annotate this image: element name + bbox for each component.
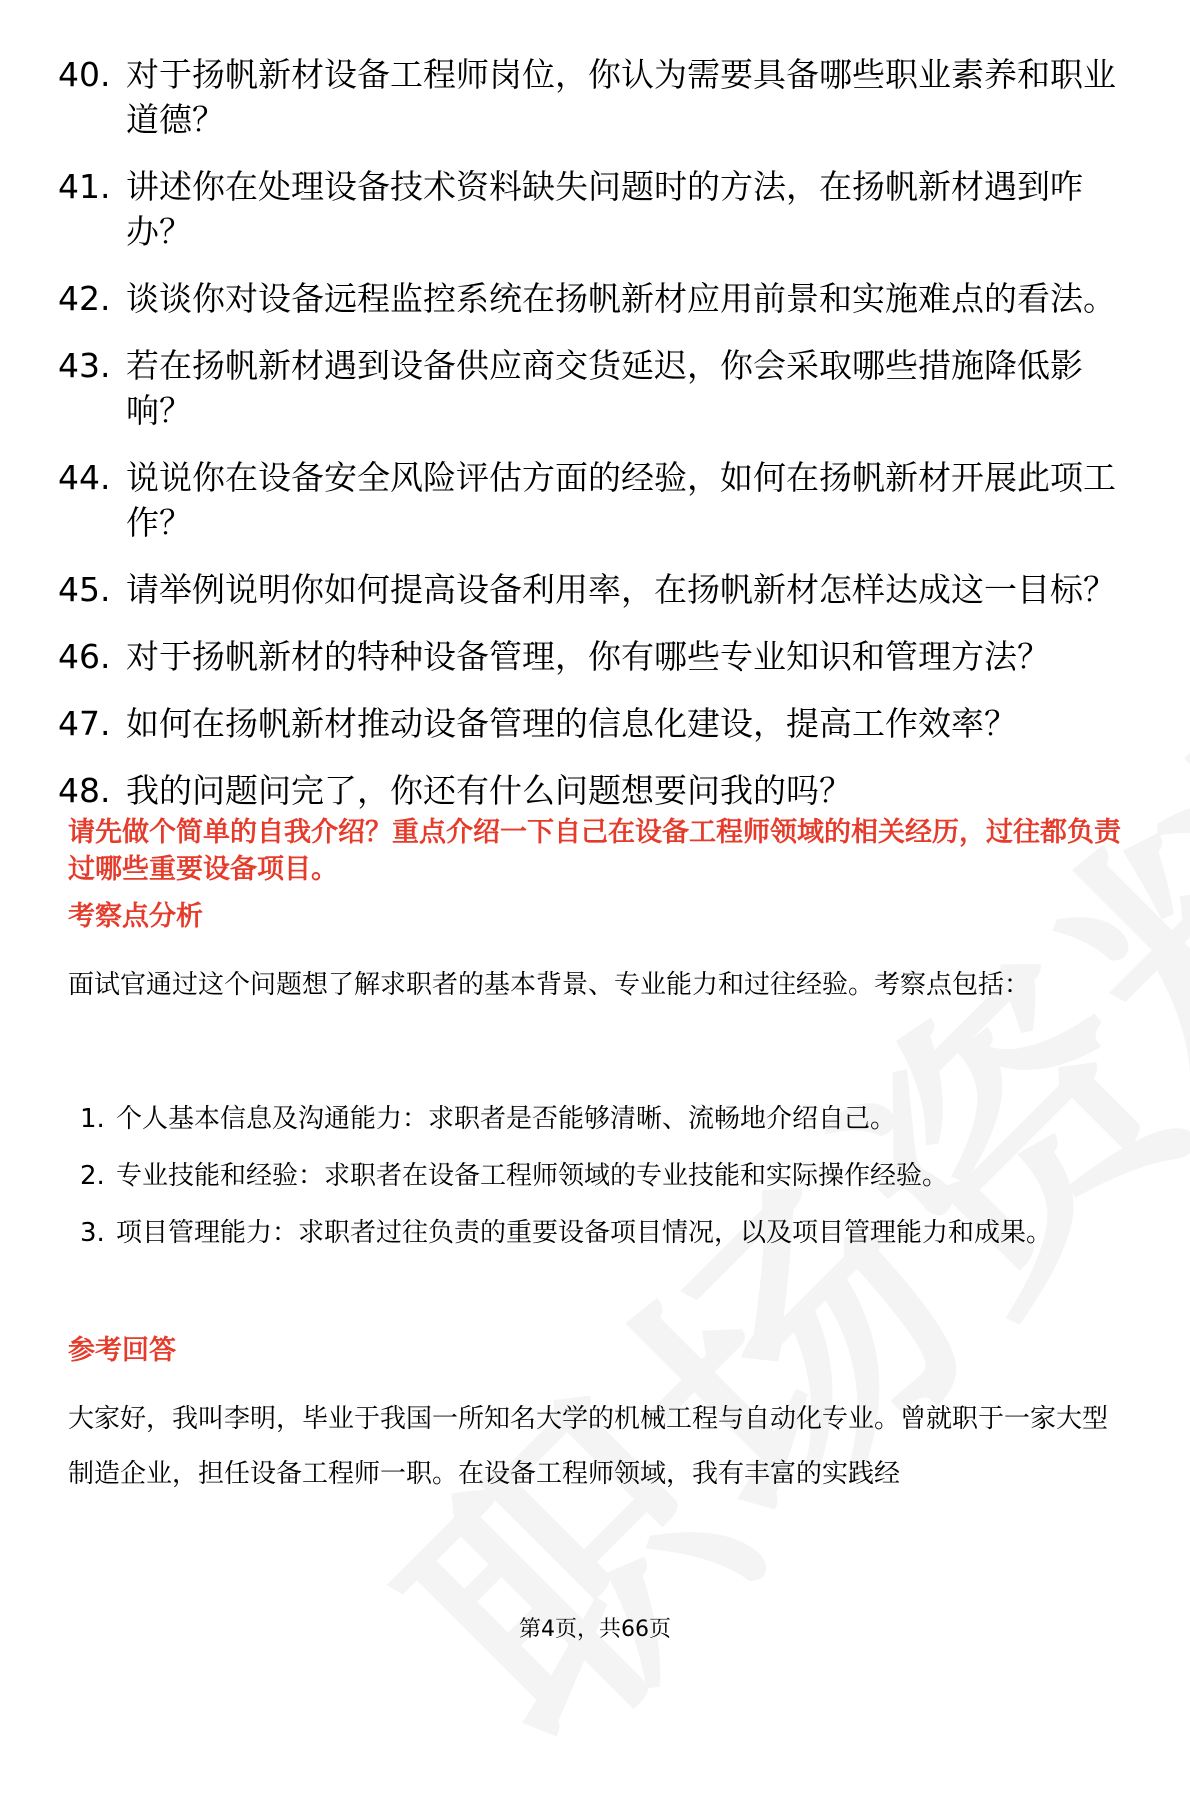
- analysis-title: 考察点分析: [68, 901, 203, 932]
- list-item-number: 1.: [80, 1104, 105, 1134]
- question-item: [58, 634, 1138, 679]
- question-item: [58, 52, 1138, 142]
- question-item: [58, 164, 1138, 254]
- question-item: [58, 567, 1138, 612]
- list-item-number: 2.: [80, 1161, 105, 1191]
- list-item-text: 专业技能和经验：求职者在设备工程师领域的专业技能和实际操作经验。: [116, 1161, 949, 1191]
- question-item: [58, 343, 1138, 433]
- question-number: 48.: [58, 771, 111, 810]
- question-text: 讲述你在处理设备技术资料缺失问题时的方法，在扬帆新材遇到咋办？: [126, 167, 1083, 251]
- list-item-number: 3.: [80, 1218, 105, 1248]
- question-list: [58, 52, 1138, 835]
- question-number: 47.: [58, 704, 111, 743]
- question-item: [58, 768, 1138, 813]
- question-item: [58, 701, 1138, 746]
- reference-title: 参考回答: [68, 1335, 176, 1366]
- list-item-text: 项目管理能力：求职者过往负责的重要设备项目情况，以及项目管理能力和成果。: [116, 1218, 1053, 1248]
- question-text: 若在扬帆新材遇到设备供应商交货延迟，你会采取哪些措施降低影响？: [126, 346, 1083, 430]
- question-number: 45.: [58, 570, 111, 609]
- question-number: 42.: [58, 279, 111, 318]
- list-item: [80, 1206, 1130, 1261]
- question-item: [58, 455, 1138, 545]
- list-item: [80, 1092, 1130, 1147]
- question-text: 对于扬帆新材的特种设备管理，你有哪些专业知识和管理方法？: [126, 637, 1050, 676]
- question-number: 40.: [58, 55, 111, 94]
- question-text: 请举例说明你如何提高设备利用率，在扬帆新材怎样达成这一目标？: [126, 570, 1116, 609]
- question-item: [58, 276, 1138, 321]
- page-footer: 第4页，共66页: [519, 1617, 671, 1642]
- reference-answer: 大家好，我叫李明，毕业于我国一所知名大学的机械工程与自动化专业。曾就职于一家大型制造企业，担任设备工程师一职。在设备工程师领域，我有丰富的实践经: [68, 1404, 1109, 1489]
- question-number: 46.: [58, 637, 111, 676]
- question-text: 说说你在设备安全风险评估方面的经验，如何在扬帆新材开展此项工作？: [126, 458, 1116, 542]
- question-text: 我的问题问完了，你还有什么问题想要问我的吗？: [126, 771, 852, 810]
- highlighted-question: 请先做个简单的自我介绍？重点介绍一下自己在设备工程师领域的相关经历，过往都负责过哪些重要设备项目。: [68, 817, 1121, 885]
- list-item: [80, 1149, 1130, 1204]
- question-number: 41.: [58, 167, 111, 206]
- question-number: 44.: [58, 458, 111, 497]
- analysis-intro: 面试官通过这个问题想了解求职者的基本背景、专业能力和过往经验。考察点包括：: [68, 970, 1031, 1000]
- list-item-text: 个人基本信息及沟通能力：求职者是否能够清晰、流畅地介绍自己。: [116, 1104, 897, 1134]
- question-text: 如何在扬帆新材推动设备管理的信息化建设，提高工作效率？: [126, 704, 1017, 743]
- analysis-points: [80, 1092, 1130, 1263]
- question-number: 43.: [58, 346, 111, 385]
- question-text: 对于扬帆新材设备工程师岗位，你认为需要具备哪些职业素养和职业道德？: [126, 55, 1116, 139]
- question-text: 谈谈你对设备远程监控系统在扬帆新材应用前景和实施难点的看法。: [126, 279, 1116, 318]
